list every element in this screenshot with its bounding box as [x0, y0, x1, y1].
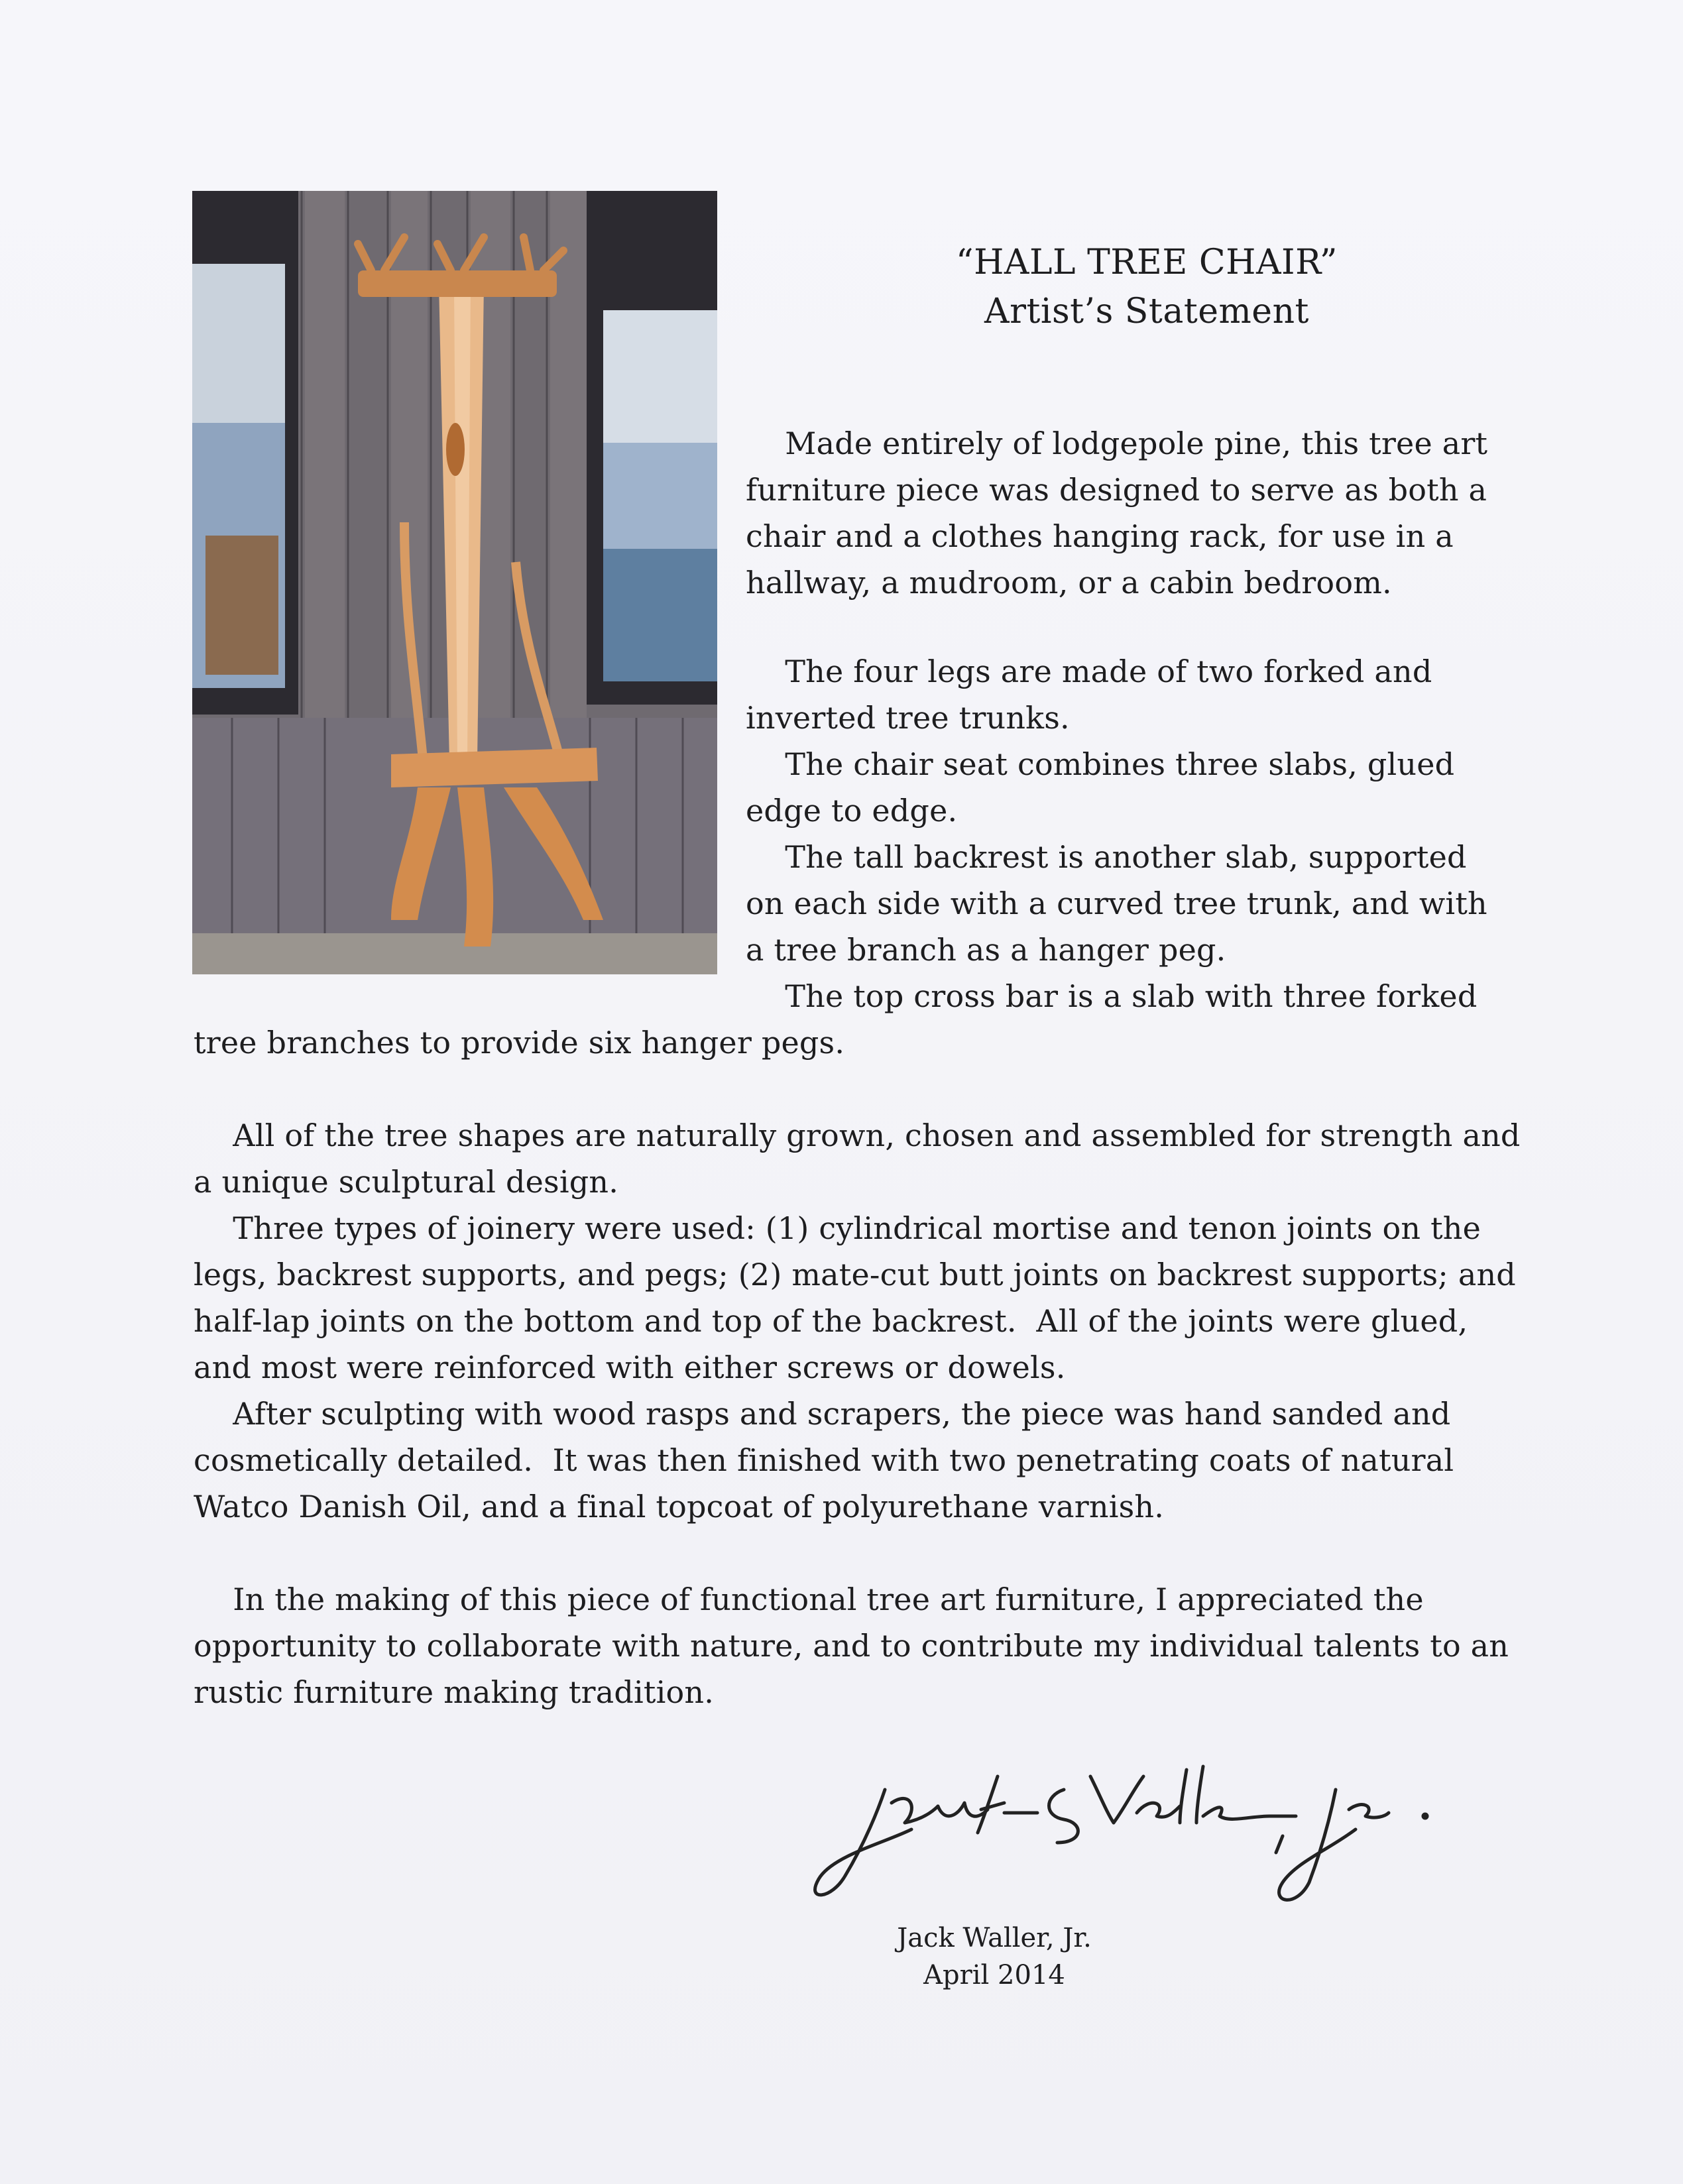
paragraph-materials: Made entirely of lodgepole pine, this tree art furniture piece was designed to serve as both a chair and a clothes hanging rack, for use in a hallway, a mudroom, or a cabin bedroom.: [746, 426, 1488, 601]
signature-date: April 2014: [923, 1960, 1065, 1990]
document-title: “HALL TREE CHAIR”: [956, 243, 1338, 282]
chair-photo: [192, 191, 717, 974]
paragraph-crossbar-cont: tree branches to provide six hanger pegs.: [194, 1025, 845, 1061]
paragraph-closing: In the making of this piece of functional tree art furniture, I appreciated the opportunity to collaborate with nature, and to contribute my individual talents to an rustic furniture making tradition.: [194, 1581, 1509, 1710]
signer-name: Jack Waller, Jr.: [897, 1923, 1092, 1953]
handwritten-signature: [805, 1750, 1442, 1922]
chair-illustration: [192, 191, 717, 974]
paragraph-joinery: All of the tree shapes are naturally grown, chosen and assembled for strength and a unique sculptural design. Three types of joinery were used: (1) cylindrical mortise and tenon joints on the legs, backrest supports, and pegs; (2) mate-cut butt joints on backrest supports; and half-lap joints on the bottom and top of the backrest. All of the joints were glued, and most were reinforced with either screws or dowels. After sculpting with wood rasps and scrapers, the piece was hand sanded and cosmetically detailed. It was then finished with two penetrating coats of natural Watco Danish Oil, and a final topcoat of polyurethane varnish.: [194, 1118, 1521, 1524]
document-subtitle: Artist’s Statement: [984, 292, 1309, 331]
paragraph-crossbar: The top cross bar is a slab with three forked: [746, 978, 1478, 1014]
paragraph-construction: The four legs are made of two forked and inverted tree trunks. The chair seat combines three slabs, glued edge to edge. The tall backrest is another slab, supported on each side with a curved tree trunk, and with a tree branch as a hanger peg.: [746, 654, 1487, 968]
